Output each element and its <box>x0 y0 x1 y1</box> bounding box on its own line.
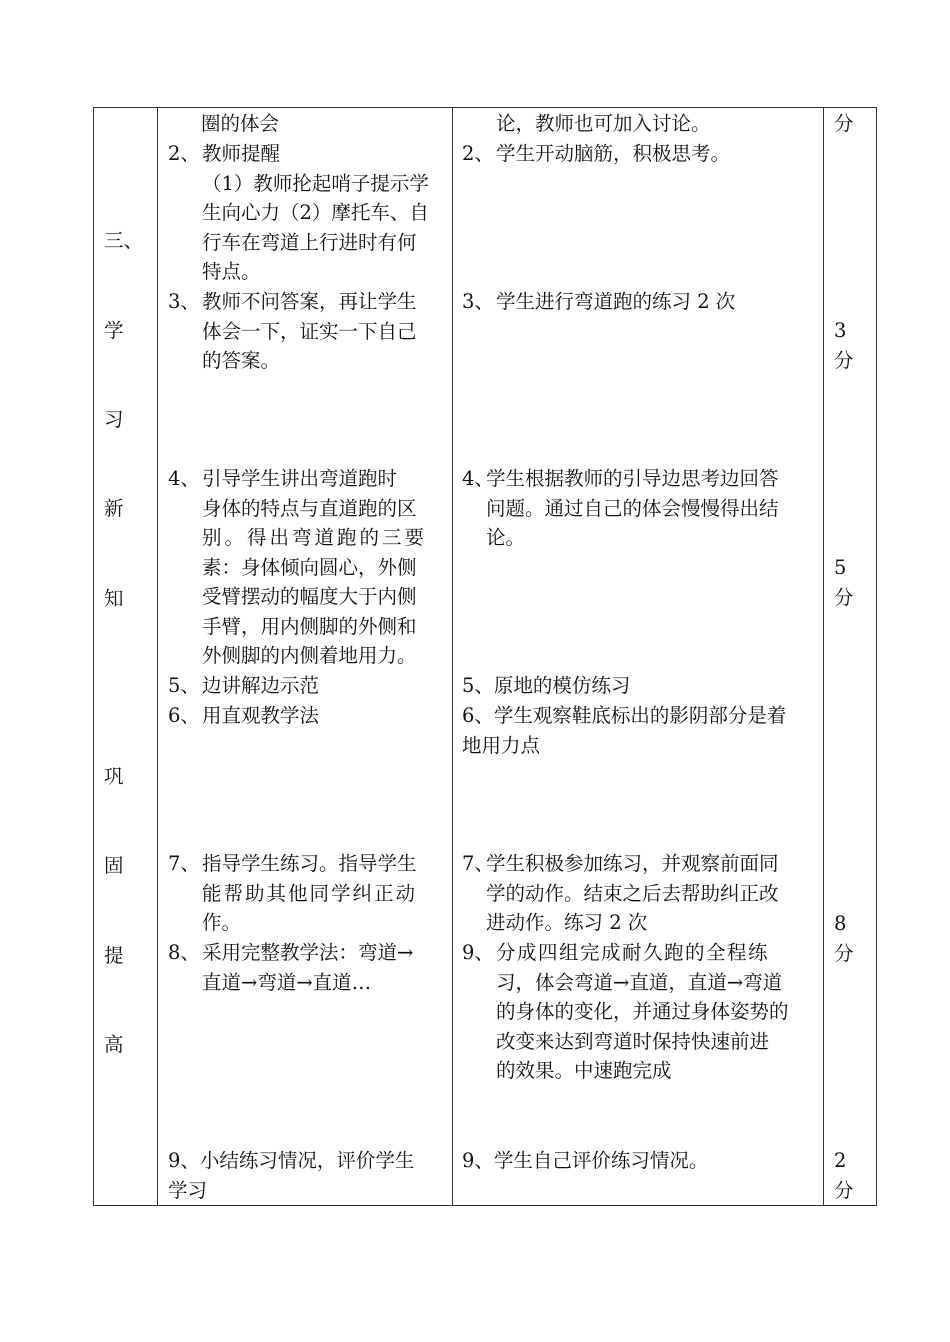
time-entry: 3 <box>834 319 847 342</box>
teacher-item: 8、 采用完整教学法：弯道→ 直道→弯道→直道… <box>168 941 414 994</box>
student-intro-tail: 论，教师也可加入讨论。 <box>496 112 711 135</box>
column-divider <box>157 108 158 1205</box>
stage-char: 三、 <box>104 229 144 252</box>
stage-char: 习 <box>104 408 124 431</box>
student-item: 3、 学生进行弯道跑的练习 2 次 <box>462 290 736 313</box>
teacher-item: 9、小结练习情况，评价学生 学习 <box>168 1149 415 1202</box>
student-item: 5、原地的模仿练习 <box>462 674 631 697</box>
teacher-item: 4、 引导学生讲出弯道跑时 身体的特点与直道跑的区 别。得出弯道跑的三要 素：身体倾向圆心，外侧 受臂摆动的幅度大于内侧 手臂，用内侧脚的外侧和 外侧脚的内侧着地用力。 <box>168 467 428 667</box>
stage-char: 学 <box>104 319 124 342</box>
time-entry: 分 <box>834 112 854 135</box>
stage-char: 提 <box>104 944 124 967</box>
student-item: 9、学生自己评价练习情况。 <box>462 1149 709 1172</box>
stage-char: 新 <box>104 497 124 520</box>
teacher-item: 6、 用直观教学法 <box>168 704 320 727</box>
student-item: 4、 学生根据教师的引导边思考边回答 问题。通过自己的体会慢慢得出结 论。 <box>462 467 779 549</box>
column-divider <box>823 108 824 1205</box>
stage-char: 巩 <box>104 765 124 788</box>
stage-char: 知 <box>104 587 124 610</box>
time-entry: 分 <box>834 349 854 372</box>
student-item: 7、 学生积极参加练习，并观察前面同 学的动作。结束之后去帮助纠正改 进动作。练习 2 次 <box>462 852 779 934</box>
time-entry: 分 <box>834 1179 854 1202</box>
teacher-item: 7、 指导学生练习。指导学生 能帮助其他同学纠正动 作。 <box>168 852 418 934</box>
teacher-item: 2、 教师提醒 （1）教师抡起哨子提示学 生向心力（2）摩托车、自 行车在弯道上行进时有何 特点。 <box>168 142 429 283</box>
student-item: 2、 学生开动脑筋，积极思考。 <box>462 142 731 165</box>
time-entry: 分 <box>834 942 854 965</box>
stage-char: 固 <box>104 854 124 877</box>
teacher-item: 3、 教师不问答案，再让学生 体会一下，证实一下自己 的答案。 <box>168 290 417 372</box>
student-item: 6、学生观察鞋底标出的影阴部分是着 地用力点 <box>462 704 787 757</box>
teacher-item: 5、 边讲解边示范 <box>168 674 320 697</box>
time-entry: 2 <box>834 1149 847 1172</box>
time-entry: 8 <box>834 912 847 935</box>
time-entry: 5 <box>834 556 847 579</box>
time-entry: 分 <box>834 586 854 609</box>
stage-char: 高 <box>104 1033 124 1056</box>
teacher-intro-tail: 圈的体会 <box>201 112 280 135</box>
student-item: 9、 分成四组完成耐久跑的全程练 习，体会弯道→直道，直道→弯道 的身体的变化，并通过身体姿势的 改变来达到弯道时保持快速前进 的效果。中速跑完成 <box>462 941 789 1082</box>
column-divider <box>452 108 453 1205</box>
